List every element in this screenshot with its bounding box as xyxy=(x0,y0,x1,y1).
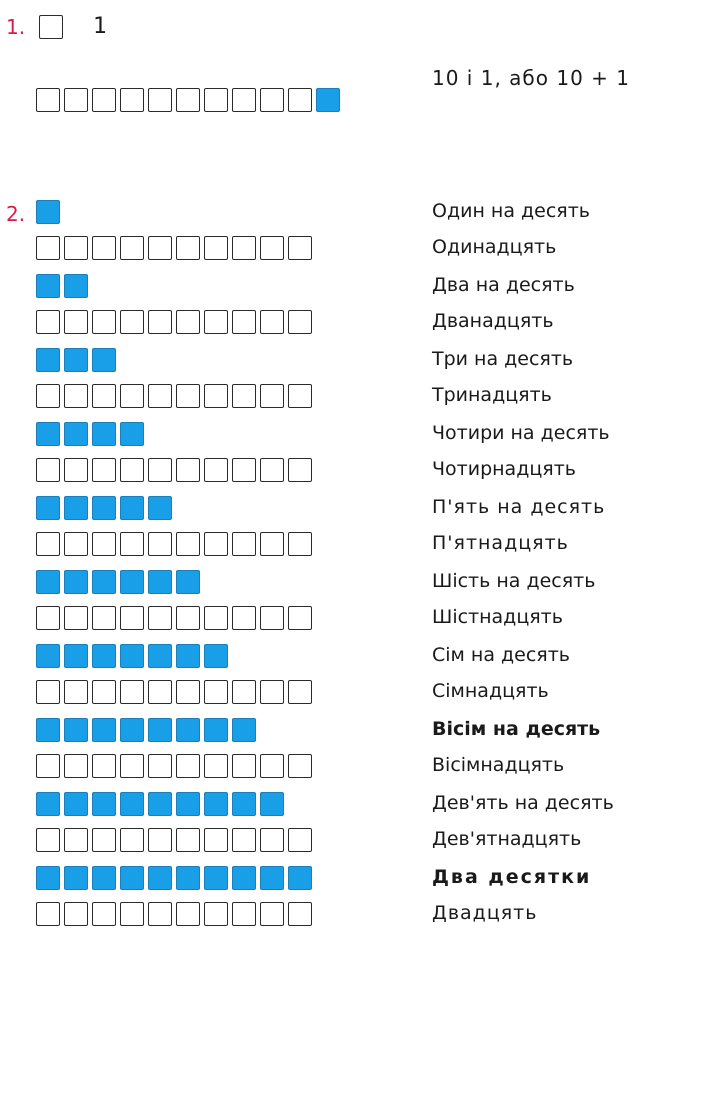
row-bottom-squares xyxy=(36,902,312,926)
row-bottom-squares xyxy=(36,754,312,778)
bottom-square xyxy=(120,828,144,852)
row-label-top: Шість на десять xyxy=(432,570,596,592)
top-square xyxy=(176,570,200,594)
exercise-1-strip-square xyxy=(260,88,284,112)
top-square xyxy=(232,866,256,890)
bottom-square xyxy=(232,310,256,334)
row-label-bottom: Шістнадцять xyxy=(432,606,563,628)
row-bottom-squares xyxy=(36,384,312,408)
bottom-square xyxy=(232,532,256,556)
exercise-1-strip-square xyxy=(64,88,88,112)
row-bottom-squares xyxy=(36,828,312,852)
row-label-top: Чотири на десять xyxy=(432,422,610,444)
row-label-top: Один на десять xyxy=(432,200,590,222)
bottom-square xyxy=(232,458,256,482)
top-square xyxy=(36,200,60,224)
top-square xyxy=(92,496,116,520)
exercise-1-digit: 1 xyxy=(93,14,108,39)
exercise-1-strip-square xyxy=(148,88,172,112)
top-square xyxy=(148,866,172,890)
top-square xyxy=(36,866,60,890)
bottom-square xyxy=(148,902,172,926)
number-row xyxy=(0,640,710,714)
exercise-1-text: 10 і 1, або 10 + 1 xyxy=(432,66,630,90)
bottom-square xyxy=(120,458,144,482)
top-square xyxy=(260,792,284,816)
bottom-square xyxy=(232,680,256,704)
top-square xyxy=(92,718,116,742)
top-square xyxy=(92,422,116,446)
exercise-1-strip-square xyxy=(120,88,144,112)
top-square xyxy=(120,866,144,890)
exercise-1-top-square xyxy=(39,15,63,39)
row-top-squares xyxy=(36,570,200,594)
exercise-1-strip-square xyxy=(36,88,60,112)
bottom-square xyxy=(260,902,284,926)
top-square xyxy=(92,866,116,890)
bottom-square xyxy=(92,754,116,778)
row-bottom-squares xyxy=(36,532,312,556)
row-label-bottom: Двадцять xyxy=(432,902,538,924)
bottom-square xyxy=(148,310,172,334)
exercise-1-strip-square xyxy=(176,88,200,112)
bottom-square xyxy=(120,236,144,260)
top-square xyxy=(204,792,228,816)
bottom-square xyxy=(232,828,256,852)
bottom-square xyxy=(204,532,228,556)
top-square xyxy=(92,348,116,372)
exercise-1-strip-square xyxy=(204,88,228,112)
bottom-square xyxy=(120,310,144,334)
bottom-square xyxy=(64,310,88,334)
row-bottom-squares xyxy=(36,236,312,260)
top-square xyxy=(64,644,88,668)
bottom-square xyxy=(148,236,172,260)
row-label-top: Дев'ять на десять xyxy=(432,792,614,814)
exercise-2-number: 2. xyxy=(6,202,26,226)
row-label-top: П'ять на десять xyxy=(432,496,606,518)
number-row xyxy=(0,788,710,862)
bottom-square xyxy=(232,236,256,260)
top-square xyxy=(36,718,60,742)
bottom-square xyxy=(92,828,116,852)
bottom-square xyxy=(64,384,88,408)
bottom-square xyxy=(64,606,88,630)
bottom-square xyxy=(36,902,60,926)
top-square xyxy=(36,644,60,668)
row-label-top: Вісім на десять xyxy=(432,718,601,740)
bottom-square xyxy=(232,606,256,630)
top-square xyxy=(120,496,144,520)
top-square xyxy=(204,718,228,742)
bottom-square xyxy=(64,680,88,704)
bottom-square xyxy=(288,310,312,334)
top-square xyxy=(120,718,144,742)
bottom-square xyxy=(204,236,228,260)
row-bottom-squares xyxy=(36,310,312,334)
bottom-square xyxy=(36,310,60,334)
top-square xyxy=(92,644,116,668)
number-row xyxy=(0,196,710,270)
bottom-square xyxy=(120,384,144,408)
bottom-square xyxy=(232,384,256,408)
bottom-square xyxy=(92,458,116,482)
top-square xyxy=(92,792,116,816)
top-square xyxy=(288,866,312,890)
top-square xyxy=(64,718,88,742)
bottom-square xyxy=(148,532,172,556)
top-square xyxy=(36,496,60,520)
bottom-square xyxy=(260,532,284,556)
row-bottom-squares xyxy=(36,606,312,630)
top-square xyxy=(64,274,88,298)
number-row xyxy=(0,270,710,344)
top-square xyxy=(148,496,172,520)
number-row xyxy=(0,418,710,492)
exercise-1-number: 1. xyxy=(6,14,26,39)
top-square xyxy=(36,422,60,446)
bottom-square xyxy=(36,458,60,482)
exercise-2-rows xyxy=(0,196,710,936)
row-top-squares xyxy=(36,718,256,742)
bottom-square xyxy=(176,384,200,408)
top-square xyxy=(232,718,256,742)
bottom-square xyxy=(36,236,60,260)
bottom-square xyxy=(260,754,284,778)
bottom-square xyxy=(36,606,60,630)
bottom-square xyxy=(288,458,312,482)
bottom-square xyxy=(176,828,200,852)
bottom-square xyxy=(120,902,144,926)
bottom-square xyxy=(260,606,284,630)
bottom-square xyxy=(260,310,284,334)
row-top-squares xyxy=(36,792,284,816)
row-label-top: Два на десять xyxy=(432,274,575,296)
row-label-top: Два десятки xyxy=(432,866,592,888)
bottom-square xyxy=(288,902,312,926)
bottom-square xyxy=(92,680,116,704)
row-label-bottom: Одинадцять xyxy=(432,236,557,258)
exercise-1-strip-squares xyxy=(36,88,340,112)
bottom-square xyxy=(64,532,88,556)
row-label-bottom: Сімнадцять xyxy=(432,680,549,702)
bottom-square xyxy=(36,532,60,556)
bottom-square xyxy=(36,384,60,408)
bottom-square xyxy=(288,754,312,778)
bottom-square xyxy=(64,236,88,260)
exercise-1-strip-square xyxy=(232,88,256,112)
bottom-square xyxy=(120,754,144,778)
bottom-square xyxy=(148,828,172,852)
top-square xyxy=(204,644,228,668)
exercise-1-top-squares xyxy=(39,15,63,39)
row-label-bottom: Дванадцять xyxy=(432,310,554,332)
row-label-bottom: Вісімнадцять xyxy=(432,754,565,776)
bottom-square xyxy=(120,532,144,556)
top-square xyxy=(120,570,144,594)
row-label-bottom: Чотирнадцять xyxy=(432,458,576,480)
bottom-square xyxy=(204,828,228,852)
top-square xyxy=(64,866,88,890)
bottom-square xyxy=(204,310,228,334)
bottom-square xyxy=(92,310,116,334)
number-row xyxy=(0,862,710,936)
row-top-squares xyxy=(36,422,144,446)
bottom-square xyxy=(92,532,116,556)
bottom-square xyxy=(92,606,116,630)
top-square xyxy=(176,718,200,742)
top-square xyxy=(64,348,88,372)
row-top-squares xyxy=(36,274,88,298)
top-square xyxy=(92,570,116,594)
exercise-1-strip-square xyxy=(316,88,340,112)
top-square xyxy=(148,792,172,816)
top-square xyxy=(120,422,144,446)
bottom-square xyxy=(232,902,256,926)
row-top-squares xyxy=(36,866,312,890)
exercise-1-strip-square xyxy=(92,88,116,112)
bottom-square xyxy=(204,384,228,408)
bottom-square xyxy=(288,606,312,630)
top-square xyxy=(64,496,88,520)
bottom-square xyxy=(288,680,312,704)
bottom-square xyxy=(204,754,228,778)
row-label-bottom: Тринадцять xyxy=(432,384,552,406)
bottom-square xyxy=(148,384,172,408)
top-square xyxy=(148,644,172,668)
bottom-square xyxy=(176,532,200,556)
bottom-square xyxy=(92,384,116,408)
top-square xyxy=(148,718,172,742)
top-square xyxy=(36,792,60,816)
top-square xyxy=(36,348,60,372)
bottom-square xyxy=(64,828,88,852)
top-square xyxy=(260,866,284,890)
top-square xyxy=(176,792,200,816)
top-square xyxy=(120,644,144,668)
top-square xyxy=(64,422,88,446)
exercise-1-strip-square xyxy=(288,88,312,112)
row-bottom-squares xyxy=(36,458,312,482)
bottom-square xyxy=(260,680,284,704)
bottom-square xyxy=(204,458,228,482)
bottom-square xyxy=(148,606,172,630)
bottom-square xyxy=(176,902,200,926)
row-label-top: Сім на десять xyxy=(432,644,570,666)
row-label-bottom: П'ятнадцять xyxy=(432,532,569,554)
bottom-square xyxy=(204,902,228,926)
bottom-square xyxy=(148,754,172,778)
row-label-top: Три на десять xyxy=(432,348,574,370)
number-row xyxy=(0,492,710,566)
bottom-square xyxy=(176,236,200,260)
top-square xyxy=(36,570,60,594)
top-square xyxy=(36,274,60,298)
bottom-square xyxy=(204,680,228,704)
top-square xyxy=(120,792,144,816)
bottom-square xyxy=(176,680,200,704)
bottom-square xyxy=(64,902,88,926)
number-row xyxy=(0,344,710,418)
top-square xyxy=(204,866,228,890)
number-row xyxy=(0,714,710,788)
top-square xyxy=(64,570,88,594)
bottom-square xyxy=(176,458,200,482)
top-square xyxy=(176,644,200,668)
bottom-square xyxy=(260,384,284,408)
top-square xyxy=(232,792,256,816)
bottom-square xyxy=(148,680,172,704)
row-top-squares xyxy=(36,644,228,668)
row-top-squares xyxy=(36,496,172,520)
bottom-square xyxy=(288,532,312,556)
bottom-square xyxy=(120,606,144,630)
number-row xyxy=(0,566,710,640)
bottom-square xyxy=(148,458,172,482)
bottom-square xyxy=(64,458,88,482)
bottom-square xyxy=(36,754,60,778)
bottom-square xyxy=(36,680,60,704)
bottom-square xyxy=(176,754,200,778)
row-top-squares xyxy=(36,200,60,224)
bottom-square xyxy=(176,606,200,630)
bottom-square xyxy=(288,828,312,852)
bottom-square xyxy=(260,458,284,482)
bottom-square xyxy=(120,680,144,704)
top-square xyxy=(64,792,88,816)
bottom-square xyxy=(204,606,228,630)
top-square xyxy=(148,570,172,594)
bottom-square xyxy=(288,236,312,260)
top-square xyxy=(176,866,200,890)
bottom-square xyxy=(288,384,312,408)
bottom-square xyxy=(260,828,284,852)
bottom-square xyxy=(92,236,116,260)
bottom-square xyxy=(36,828,60,852)
bottom-square xyxy=(92,902,116,926)
exercise-2 xyxy=(0,196,710,936)
row-label-bottom: Дев'ятнадцять xyxy=(432,828,582,850)
row-bottom-squares xyxy=(36,680,312,704)
bottom-square xyxy=(232,754,256,778)
row-top-squares xyxy=(36,348,116,372)
bottom-square xyxy=(176,310,200,334)
bottom-square xyxy=(260,236,284,260)
bottom-square xyxy=(64,754,88,778)
exercise-1-header xyxy=(6,14,107,39)
